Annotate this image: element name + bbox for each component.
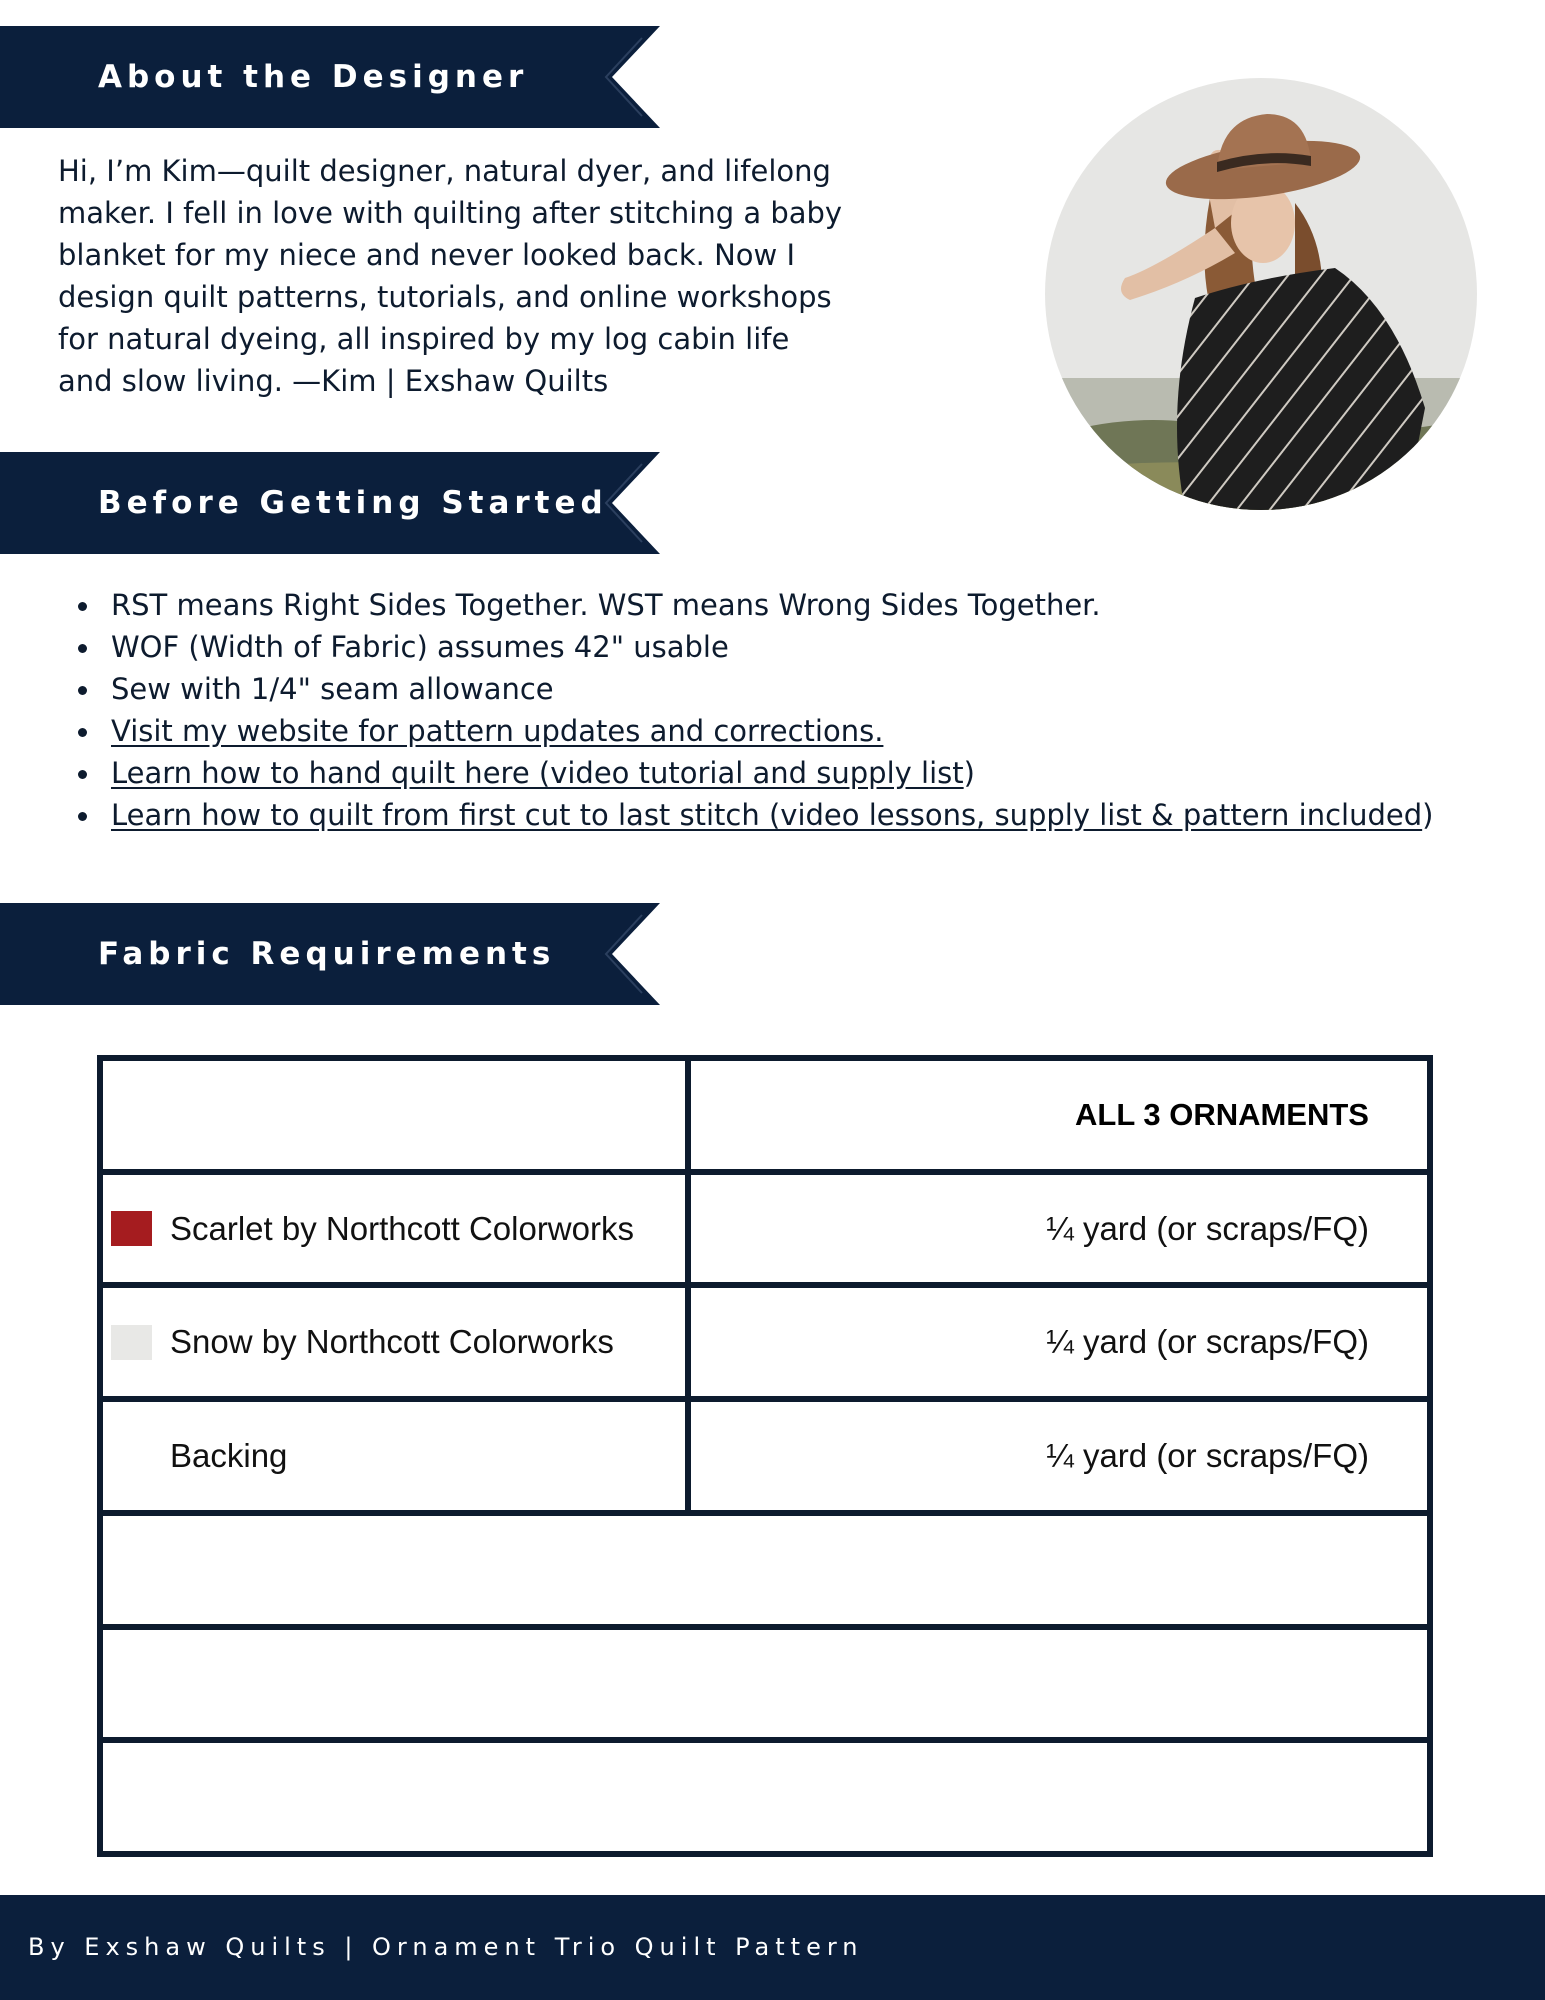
scarlet-swatch — [111, 1211, 152, 1246]
section-banner-before — [0, 452, 660, 554]
tip-text: RST means Right Sides Together. WST means Wrong Sides Together. — [111, 588, 1101, 622]
list-item — [78, 710, 1518, 752]
fabric-name: Backing — [170, 1436, 288, 1474]
link-suffix: ) — [1422, 798, 1434, 832]
column-header-all-ornaments: ALL 3 ORNAMENTS — [688, 1058, 1430, 1172]
section-title-about: About the Designer — [98, 59, 529, 95]
fabric-requirements-table — [97, 1055, 1433, 1857]
tip-text: WOF (Width of Fabric) assumes 42" usable — [111, 630, 729, 664]
section-banner-about — [0, 26, 660, 128]
section-title-before: Before Getting Started — [98, 485, 608, 521]
quilt-course-link[interactable]: Learn how to quilt from first cut to last stitch (video lessons, supply list & pattern included — [111, 798, 1423, 832]
footer-text: By Exshaw Quilts | Ornament Trio Quilt Pattern — [28, 1933, 864, 1961]
table-row — [100, 1399, 1430, 1513]
list-item — [78, 794, 1518, 836]
hand-quilt-link[interactable]: Learn how to hand quilt here (video tutorial and supply list — [111, 756, 964, 790]
page-footer — [0, 1895, 1545, 2000]
table-row-empty — [100, 1740, 1430, 1854]
list-item — [78, 626, 1518, 668]
fabric-name: Scarlet by Northcott Colorworks — [170, 1209, 634, 1247]
section-banner-fabric — [0, 903, 660, 1005]
table-row-empty — [100, 1627, 1430, 1741]
snow-swatch — [111, 1325, 152, 1360]
fabric-name: Snow by Northcott Colorworks — [170, 1323, 614, 1361]
fabric-amount: ¼ yard (or scraps/FQ) — [688, 1172, 1430, 1286]
table-header-empty-cell — [100, 1058, 688, 1172]
list-item — [78, 752, 1518, 794]
fabric-amount: ¼ yard (or scraps/FQ) — [688, 1399, 1430, 1513]
link-suffix: ) — [963, 756, 975, 790]
empty-swatch — [111, 1438, 152, 1473]
table-row — [100, 1285, 1430, 1399]
designer-bio: Hi, I’m Kim—quilt designer, natural dyer, and lifelong maker. I fell in love with quilting after stitching a baby blanket for my niece and never looked back. Now I design quilt patterns, tutorials, and online workshops for natural dyeing, all inspired by my log cabin life and slow living. —Kim | Exshaw Quilts — [58, 154, 843, 398]
table-row-empty — [100, 1513, 1430, 1627]
list-item — [78, 584, 1518, 626]
website-link[interactable]: Visit my website for pattern updates and corrections. — [111, 714, 884, 748]
tips-list — [78, 584, 1518, 836]
table-row — [100, 1172, 1430, 1286]
section-title-fabric: Fabric Requirements — [98, 936, 556, 972]
designer-photo — [1045, 78, 1477, 510]
list-item — [78, 668, 1518, 710]
fabric-amount: ¼ yard (or scraps/FQ) — [688, 1285, 1430, 1399]
table-header-row — [100, 1058, 1430, 1172]
tip-text: Sew with 1/4" seam allowance — [111, 672, 554, 706]
